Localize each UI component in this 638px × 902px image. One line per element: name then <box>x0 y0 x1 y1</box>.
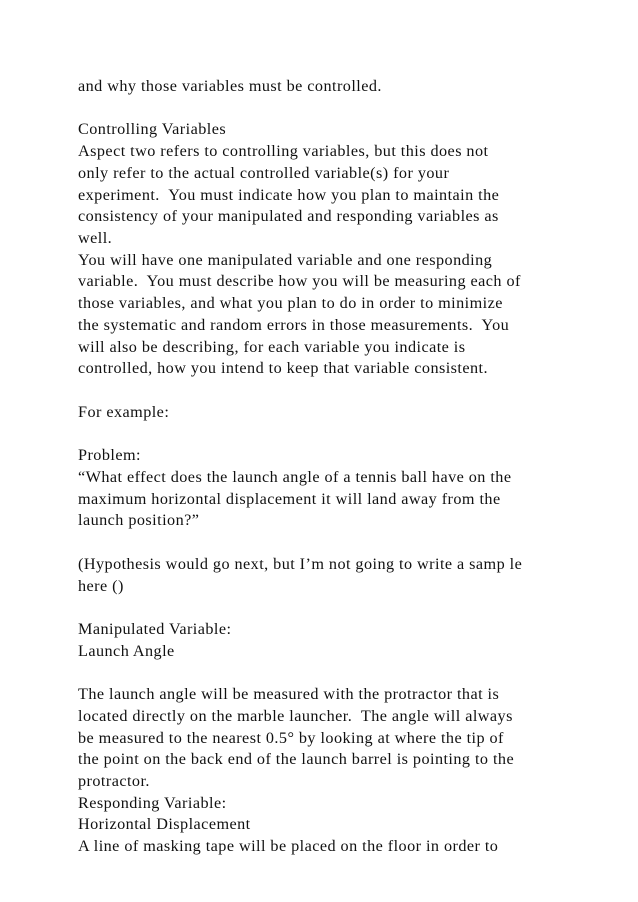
section-heading: Problem: <box>78 446 141 465</box>
text-line: maximum horizontal displacement it will land away from the <box>78 489 501 508</box>
blank-line <box>78 597 598 619</box>
section-heading: Responding Variable: <box>78 793 227 812</box>
blank-line <box>78 662 598 684</box>
text-line: will also be describing, for each variable you indicate is <box>78 337 466 356</box>
text-line: only refer to the actual controlled variable(s) for your <box>78 163 450 182</box>
text-line: For example: <box>78 402 170 421</box>
text-line: The launch angle will be measured with the protractor that is <box>78 685 500 704</box>
text-line: consistency of your manipulated and responding variables as <box>78 207 499 226</box>
text-line: “What effect does the launch angle of a tennis ball have on the <box>78 467 512 486</box>
text-line: located directly on the marble launcher. The angle will always <box>78 706 513 725</box>
text-line: the point on the back end of the launch barrel is pointing to the <box>78 750 515 769</box>
text-line: be measured to the nearest 0.5° by looking at where the tip of <box>78 728 504 747</box>
blank-line <box>78 424 598 446</box>
text-line: You will have one manipulated variable and one responding <box>78 250 493 269</box>
text-line: here () <box>78 576 124 595</box>
text-line: and why those variables must be controlled. <box>78 77 382 95</box>
text-line: A line of masking tape will be placed on the floor in order to <box>78 837 499 856</box>
text-line: launch position?” <box>78 511 200 530</box>
text-line: Aspect two refers to controlling variables, but this does not <box>78 142 489 161</box>
text-line: well. <box>78 229 113 248</box>
text-line: controlled, how you intend to keep that variable consistent. <box>78 359 489 378</box>
text-line: the systematic and random errors in those measurements. You <box>78 315 510 334</box>
blank-line <box>78 98 598 120</box>
section-heading: Controlling Variables <box>78 120 227 139</box>
text-line: Launch Angle <box>78 641 175 660</box>
text-line: protractor. <box>78 772 150 790</box>
text-line: variable. You must describe how you will be measuring each of <box>78 272 521 291</box>
blank-line <box>78 532 598 554</box>
text-line: experiment. You must indicate how you plan to maintain the <box>78 185 500 204</box>
section-heading: Manipulated Variable: <box>78 619 232 638</box>
text-line: those variables, and what you plan to do in order to minimize <box>78 294 503 313</box>
document-body <box>78 76 598 858</box>
text-line: (Hypothesis would go next, but I’m not going to write a samp le <box>78 554 523 573</box>
text-line: Horizontal Displacement <box>78 815 251 834</box>
blank-line <box>78 380 598 402</box>
